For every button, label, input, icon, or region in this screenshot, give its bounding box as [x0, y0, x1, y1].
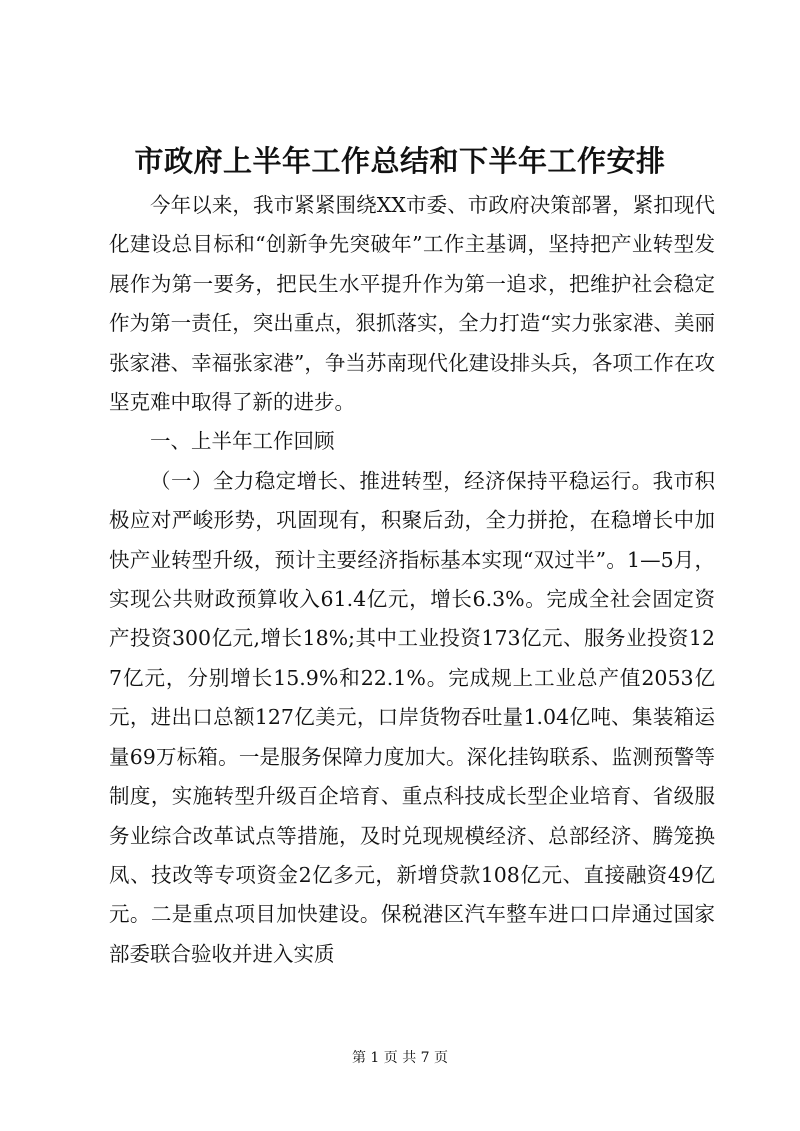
page-number-footer: 第 1 页 共 7 页: [351, 1050, 449, 1066]
paragraph-intro: 今年以来，我市紧紧围绕XX市委、市政府决策部署，紧扣现代化建设总目标和“创新争先突破年”工作主基调，坚持把产业转型发展作为第一要务，把民生水平提升作为第一追求，把维护社会稳定作为第一责任，突出重点，狠抓落实，全力打造“实力张家港、美丽张家港、幸福张家港”，争当苏南现代化建设排头兵，各项工作在攻坚克难中取得了新的进步。: [109, 193, 715, 415]
document-body: [109, 186, 715, 974]
section-heading: 一、上半年工作回顾: [150, 429, 335, 454]
document-title: 市政府上半年工作总结和下半年工作安排: [134, 144, 666, 178]
paragraph-section-1: （一）全力稳定增长、推进转型，经济保持平稳运行。我市积极应对严峻形势，巩固现有，积聚后劲，全力拼抢，在稳增长中加快产业转型升级，预计主要经济指标基本实现“双过半”。1—5月，实现公共财政预算收入61.4亿元，增长6.3%。完成全社会固定资产投资300亿元,增长18%;其中工业投资173亿元、服务业投资127亿元，分别增长15.9%和22.1%。完成规上工业总产值2053亿元，进出口总额127亿美元，口岸货物吞吐量1.04亿吨、集装箱运量69万标箱。一是服务保障力度加大。深化挂钩联系、监测预警等制度，实施转型升级百企培育、重点科技成长型企业培育、省级服务业综合改革试点等措施，及时兑现规模经济、总部经济、腾笼换凤、技改等专项资金2亿多元，新增贷款108亿元、直接融资49亿元。二是重点项目加快建设。保税港区汽车整车进口口岸通过国家部委联合验收并进入实质: [109, 468, 715, 966]
